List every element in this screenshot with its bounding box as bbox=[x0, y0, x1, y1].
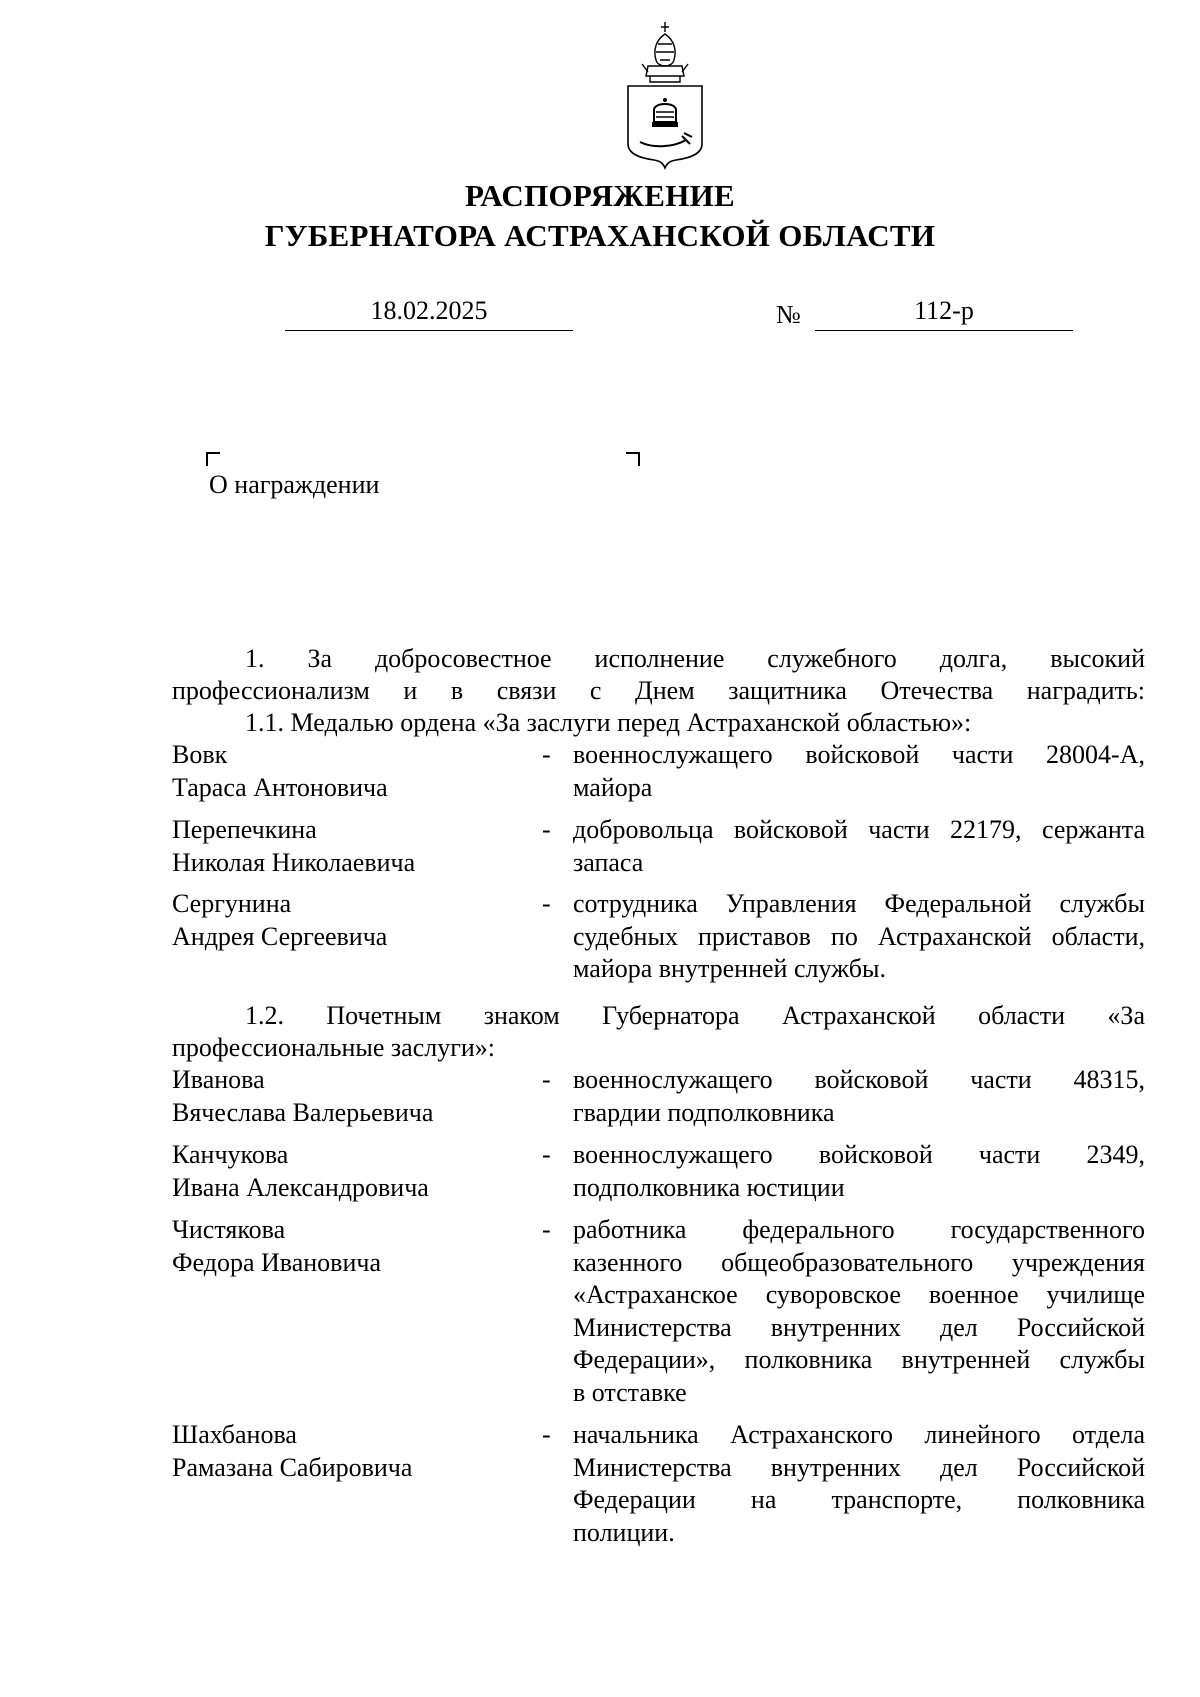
description-line: Федерации на транспорте, полковника bbox=[573, 1485, 1145, 1514]
recipient-description bbox=[573, 739, 1145, 804]
recipient-given-names: Андрея Сергеевича bbox=[172, 921, 388, 951]
recipient-surname: Чистякова bbox=[172, 1215, 286, 1244]
description-line: сотрудника Управления Федеральной службы bbox=[573, 889, 1145, 918]
paragraph-1-1: 1.1. Медалью ордена «За заслуги перед Астраханской областью»: bbox=[245, 708, 972, 737]
recipient-description bbox=[573, 1419, 1145, 1549]
separator-dash: - bbox=[542, 1215, 551, 1244]
document-date: 18.02.2025 bbox=[370, 296, 488, 325]
subject-corner-left bbox=[206, 452, 220, 466]
description-line: военнослужащего войсковой части 2349, bbox=[573, 1140, 1145, 1169]
separator-dash: - bbox=[542, 1420, 551, 1449]
description-line: Министерства внутренних дел Российской bbox=[573, 1312, 1145, 1342]
recipient-name bbox=[172, 1419, 532, 1484]
astrakhan-coat-of-arms-icon bbox=[620, 20, 710, 170]
recipient-name bbox=[172, 888, 532, 953]
recipient-surname: Иванова bbox=[172, 1065, 265, 1094]
paragraph-1-2-line-2: профессиональные заслуги»: bbox=[172, 1033, 496, 1062]
description-line: майора внутренней службы. bbox=[573, 954, 886, 983]
recipient-name bbox=[172, 1139, 532, 1204]
description-line: запаса bbox=[573, 847, 644, 877]
recipient-given-names: Николая Николаевича bbox=[172, 847, 416, 877]
document-number: 112-р bbox=[914, 296, 974, 325]
recipient-surname: Канчукова bbox=[172, 1140, 289, 1169]
description-line: военнослужащего войсковой части 28004-А, bbox=[573, 740, 1145, 769]
description-line: работника федерального государственного bbox=[573, 1215, 1145, 1244]
recipient-name bbox=[172, 739, 532, 804]
subject-corner-right bbox=[626, 452, 640, 466]
document-subject: О награждении bbox=[209, 470, 380, 499]
description-line: «Астраханское суворовское военное училище bbox=[573, 1280, 1145, 1309]
description-line: начальника Астраханского линейного отдела bbox=[573, 1420, 1145, 1449]
description-line: в отставке bbox=[573, 1377, 687, 1407]
description-line: добровольца войсковой части 22179, сержанта bbox=[573, 815, 1145, 844]
document-type-title: РАСПОРЯЖЕНИЕ bbox=[464, 178, 736, 213]
recipient-description bbox=[573, 1139, 1145, 1204]
description-line: казенного общеобразовательного учреждения bbox=[573, 1247, 1145, 1277]
recipient-description bbox=[573, 1064, 1145, 1129]
description-line: военнослужащего войсковой части 48315, bbox=[573, 1065, 1145, 1094]
separator-dash: - bbox=[542, 815, 551, 844]
description-line: подполковника юстиции bbox=[573, 1172, 845, 1202]
number-sign: № bbox=[776, 300, 801, 329]
date-underline bbox=[285, 330, 573, 331]
recipient-surname: Перепечкина bbox=[172, 815, 317, 844]
description-line: майора bbox=[573, 772, 653, 802]
description-line: полиции. bbox=[573, 1517, 675, 1547]
recipient-description bbox=[573, 888, 1145, 986]
recipient-surname: Сергунина bbox=[172, 889, 292, 918]
description-line: судебных приставов по Астраханской области, bbox=[573, 921, 1145, 951]
separator-dash: - bbox=[542, 740, 551, 769]
description-line: Федерации», полковника внутренней службы bbox=[573, 1345, 1145, 1374]
recipient-given-names: Ивана Александровича bbox=[172, 1172, 429, 1202]
recipient-name bbox=[172, 1064, 532, 1129]
description-line: гвардии подполковника bbox=[573, 1097, 835, 1127]
recipient-surname: Вовк bbox=[172, 740, 228, 769]
separator-dash: - bbox=[542, 1140, 551, 1169]
paragraph-1-line-2: профессионализм и в связи с Днем защитника Отечества наградить: bbox=[172, 676, 1145, 705]
recipient-given-names: Вячеслава Валерьевича bbox=[172, 1097, 434, 1127]
issuer-title: ГУБЕРНАТОРА АСТРАХАНСКОЙ ОБЛАСТИ bbox=[264, 218, 936, 253]
recipient-surname: Шахбанова bbox=[172, 1420, 297, 1449]
number-underline bbox=[815, 330, 1073, 331]
recipient-name bbox=[172, 814, 532, 879]
separator-dash: - bbox=[542, 1065, 551, 1094]
separator-dash: - bbox=[542, 889, 551, 918]
recipient-given-names: Тараса Антоновича bbox=[172, 772, 388, 802]
recipient-given-names: Федора Ивановича bbox=[172, 1247, 381, 1277]
recipient-description bbox=[573, 1214, 1145, 1409]
recipient-name bbox=[172, 1214, 532, 1279]
recipient-given-names: Рамазана Сабировича bbox=[172, 1452, 413, 1482]
paragraph-1-line-1: 1. За добросовестное исполнение служебного долга, высокий bbox=[245, 644, 1145, 673]
description-line: Министерства внутренних дел Российской bbox=[573, 1452, 1145, 1482]
paragraph-1-2-line-1: 1.2. Почетным знаком Губернатора Астраханской области «За bbox=[245, 1001, 1145, 1030]
recipient-description bbox=[573, 814, 1145, 879]
